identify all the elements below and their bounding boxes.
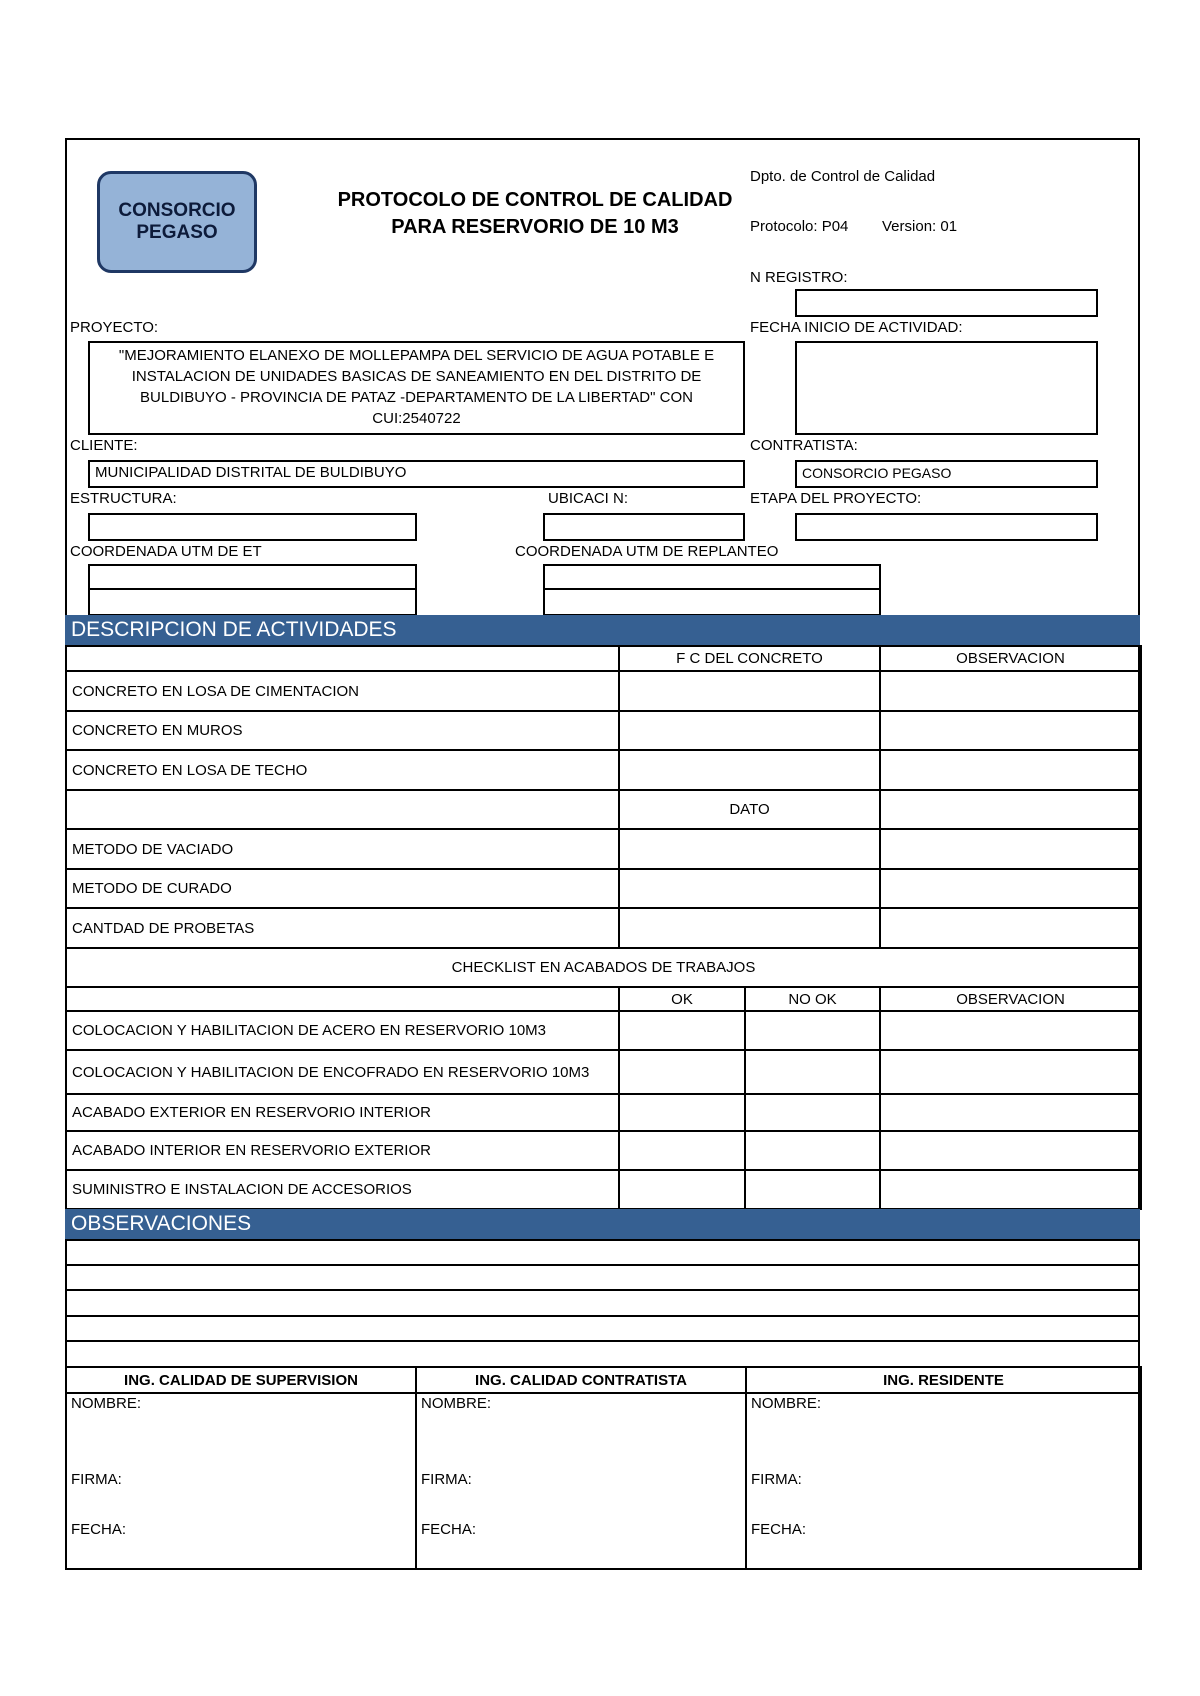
- checklist-ok-cell[interactable]: [619, 1011, 745, 1050]
- desc-header-blank: [66, 646, 619, 671]
- proyecto-value: "MEJORAMIENTO ELANEXO DE MOLLEPAMPA DEL SERVICIO DE AGUA POTABLE E INSTALACION DE UNIDADES BASICAS DE SANEAMIENTO EN DEL DISTRITO DE BULDIBUYO - PROVINCIA DE PATAZ -DEPARTAMENTO DE LA LIBERTAD" CON CUI:2540722: [118, 347, 715, 427]
- ubicacion-field[interactable]: [543, 513, 745, 541]
- etapa-label: ETAPA DEL PROYECTO:: [750, 490, 922, 507]
- desc-row-obs-cell[interactable]: [880, 750, 1141, 790]
- checklist-obs-cell[interactable]: [880, 1131, 1141, 1170]
- contratista-label: CONTRATISTA:: [750, 437, 858, 454]
- ubicacion-label: UBICACI N:: [548, 490, 629, 507]
- fecha-inicio-field[interactable]: [795, 341, 1098, 435]
- department-label: Dpto. de Control de Calidad: [750, 168, 936, 185]
- checklist-row-label: ACABADO INTERIOR EN RESERVORIO EXTERIOR: [66, 1131, 619, 1170]
- dato-obs-blank: [880, 790, 1141, 829]
- version-label: Version: 01: [882, 218, 958, 235]
- desc-row-dato-cell[interactable]: [619, 829, 880, 869]
- coord-replanteo-field-1[interactable]: [543, 564, 881, 590]
- sig-fecha-label: FECHA:: [421, 1521, 477, 1538]
- desc-row-obs-cell[interactable]: [880, 671, 1141, 711]
- sig-block-contratista[interactable]: [416, 1393, 746, 1569]
- checklist-nook-cell[interactable]: [745, 1011, 880, 1050]
- sig-col-residente: ING. RESIDENTE: [746, 1367, 1141, 1393]
- signature-table: [65, 1366, 1142, 1570]
- logo-line-1: CONSORCIO: [118, 200, 236, 221]
- registro-field[interactable]: [795, 289, 1098, 317]
- sig-block-residente[interactable]: [746, 1393, 1141, 1569]
- observacion-line[interactable]: [66, 1316, 1139, 1341]
- contratista-field[interactable]: [795, 460, 1098, 488]
- contratista-value: CONSORCIO PEGASO: [802, 465, 952, 481]
- sig-block-supervision[interactable]: [66, 1393, 416, 1569]
- checklist-nook-cell[interactable]: [745, 1094, 880, 1131]
- coord-replanteo-label: COORDENADA UTM DE REPLANTEO: [515, 543, 779, 560]
- checklist-obs-cell[interactable]: [880, 1094, 1141, 1131]
- desc-row-label: CONCRETO EN LOSA DE TECHO: [66, 750, 619, 790]
- col-ok: OK: [619, 987, 745, 1011]
- desc-row-dato-cell[interactable]: [619, 908, 880, 948]
- checklist-ok-cell[interactable]: [619, 1170, 745, 1209]
- checklist-obs-cell[interactable]: [880, 1011, 1141, 1050]
- protocol-label: Protocolo: P04: [750, 218, 849, 235]
- proyecto-label: PROYECTO:: [70, 319, 159, 336]
- sig-fecha-label: FECHA:: [751, 1521, 807, 1538]
- checklist-ok-cell[interactable]: [619, 1050, 745, 1094]
- desc-row-obs-cell[interactable]: [880, 711, 1141, 750]
- sig-nombre-label: NOMBRE:: [71, 1395, 142, 1412]
- observacion-line[interactable]: [66, 1290, 1139, 1316]
- desc-row-obs-cell[interactable]: [880, 869, 1141, 908]
- coord-et-field-2[interactable]: [88, 588, 417, 616]
- checklist-ok-cell[interactable]: [619, 1094, 745, 1131]
- sig-col-supervision: ING. CALIDAD DE SUPERVISION: [66, 1367, 416, 1393]
- coord-et-label: COORDENADA UTM DE ET: [70, 543, 262, 560]
- observacion-line[interactable]: [66, 1240, 1139, 1265]
- cliente-value: MUNICIPALIDAD DISTRITAL DE BULDIBUYO: [95, 464, 407, 481]
- title-line-1: PROTOCOLO DE CONTROL DE CALIDAD: [337, 189, 733, 211]
- registro-label: N REGISTRO:: [750, 269, 848, 286]
- desc-row-dato-cell[interactable]: [619, 869, 880, 908]
- coord-replanteo-field-2[interactable]: [543, 588, 881, 616]
- desc-row-label: METODO DE CURADO: [66, 869, 619, 908]
- sig-firma-label: FIRMA:: [421, 1471, 472, 1488]
- fecha-inicio-label: FECHA INICIO DE ACTIVIDAD:: [750, 319, 963, 336]
- desc-row-label: CANTDAD DE PROBETAS: [66, 908, 619, 948]
- desc-row-label: METODO DE VACIADO: [66, 829, 619, 869]
- observaciones-lines: [65, 1239, 1140, 1342]
- checklist-row-label: ACABADO EXTERIOR EN RESERVORIO INTERIOR: [66, 1094, 619, 1131]
- cliente-label: CLIENTE:: [70, 437, 138, 454]
- sig-nombre-label: NOMBRE:: [751, 1395, 822, 1412]
- desc-row-fc-cell[interactable]: [619, 750, 880, 790]
- etapa-field[interactable]: [795, 513, 1098, 541]
- desc-row-fc-cell[interactable]: [619, 671, 880, 711]
- dato-blank: [66, 790, 619, 829]
- checklist-table: [65, 947, 1142, 1210]
- sig-firma-label: FIRMA:: [751, 1471, 802, 1488]
- sig-nombre-label: NOMBRE:: [421, 1395, 492, 1412]
- checklist-nook-cell[interactable]: [745, 1050, 880, 1094]
- checklist-row-label: COLOCACION Y HABILITACION DE ENCOFRADO EN RESERVORIO 10M3: [66, 1050, 619, 1094]
- checklist-obs-cell[interactable]: [880, 1170, 1141, 1209]
- estructura-label: ESTRUCTURA:: [70, 490, 177, 507]
- desc-row-label: CONCRETO EN LOSA DE CIMENTACION: [66, 671, 619, 711]
- desc-row-obs-cell[interactable]: [880, 829, 1141, 869]
- checklist-ok-cell[interactable]: [619, 1131, 745, 1170]
- col-observacion: OBSERVACION: [880, 987, 1141, 1011]
- col-dato: DATO: [619, 790, 880, 829]
- checklist-nook-cell[interactable]: [745, 1131, 880, 1170]
- proyecto-field[interactable]: [88, 341, 745, 435]
- logo-line-2: PEGASO: [136, 222, 218, 243]
- checklist-header-blank: [66, 987, 619, 1011]
- col-no-ok: NO OK: [745, 987, 880, 1011]
- observacion-line[interactable]: [66, 1265, 1139, 1290]
- sig-fecha-label: FECHA:: [71, 1521, 127, 1538]
- sig-firma-label: FIRMA:: [71, 1471, 122, 1488]
- descripcion-table: [65, 645, 1142, 949]
- company-logo: [97, 171, 257, 273]
- desc-row-obs-cell[interactable]: [880, 908, 1141, 948]
- checklist-nook-cell[interactable]: [745, 1170, 880, 1209]
- col-fc-concreto: F C DEL CONCRETO: [619, 646, 880, 671]
- desc-row-label: CONCRETO EN MUROS: [66, 711, 619, 750]
- document-title: [300, 187, 770, 241]
- estructura-field[interactable]: [88, 513, 417, 541]
- checklist-title: CHECKLIST EN ACABADOS DE TRABAJOS: [66, 948, 1141, 987]
- observaciones-band: OBSERVACIONES: [65, 1209, 1140, 1239]
- desc-row-fc-cell[interactable]: [619, 711, 880, 750]
- checklist-row-label: COLOCACION Y HABILITACION DE ACERO EN RESERVORIO 10M3: [66, 1011, 619, 1050]
- cliente-field[interactable]: [88, 460, 745, 488]
- checklist-row-label: SUMINISTRO E INSTALACION DE ACCESORIOS: [66, 1170, 619, 1209]
- descripcion-band: DESCRIPCION DE ACTIVIDADES: [65, 615, 1140, 645]
- checklist-obs-cell[interactable]: [880, 1050, 1141, 1094]
- sig-col-contratista: ING. CALIDAD CONTRATISTA: [416, 1367, 746, 1393]
- coord-et-field-1[interactable]: [88, 564, 417, 590]
- title-line-2: PARA RESERVORIO DE 10 M3: [391, 216, 679, 238]
- col-observacion: OBSERVACION: [880, 646, 1141, 671]
